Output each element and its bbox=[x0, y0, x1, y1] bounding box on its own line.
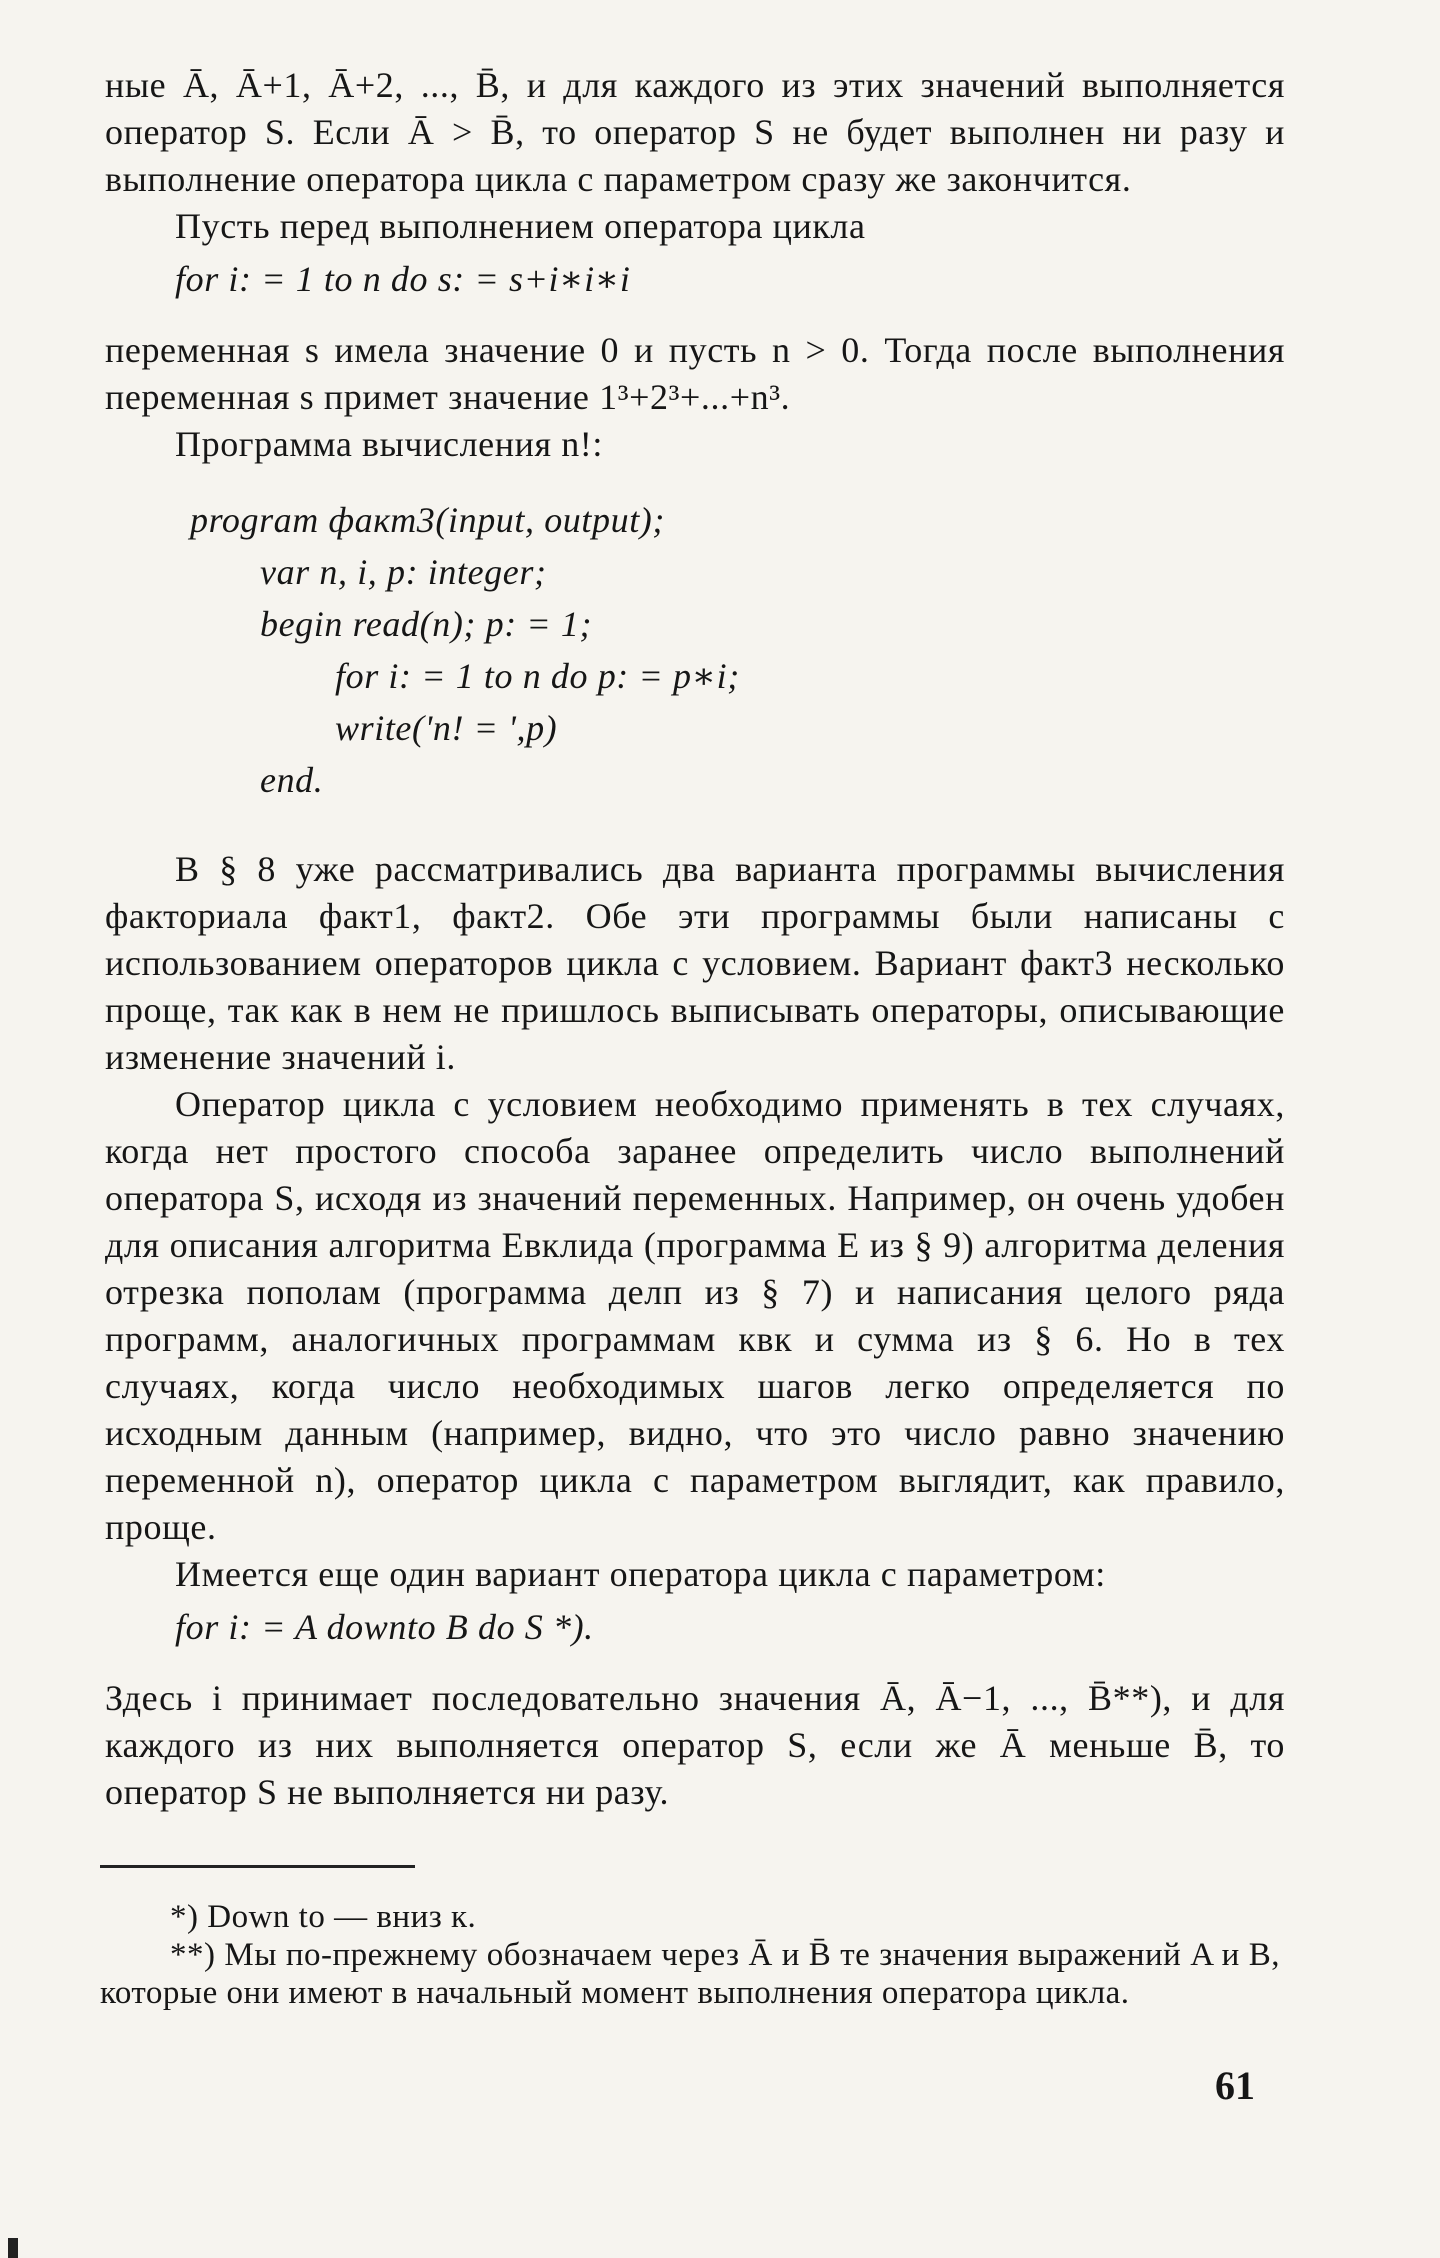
program-line-6: end. bbox=[260, 760, 324, 800]
paragraph-5: В § 8 уже рассматривались два варианта программы вычисления факториала факт1, факт2. Обе эти программы были написаны с использованием операторов цикла с условием. Вариант факт3 несколько проще, так как в нем не пришлось выписывать операторы, описывающие изменение значений i. bbox=[105, 849, 1285, 1077]
footnote-2: **) Мы по-прежнему обозначаем через Ā и B̄ те значения выражений A и B, которые они имеют в начальный момент выполнения оператора цикла. bbox=[100, 1937, 1280, 2011]
footnote-divider bbox=[100, 1865, 415, 1868]
page-body bbox=[105, 62, 1285, 1816]
program-line-1: program факт3(input, output); bbox=[190, 500, 665, 540]
page-number: 61 bbox=[1215, 2063, 1255, 2108]
paragraph-3: переменная s имела значение 0 и пусть n > 0. Тогда после выполнения переменная s примет значение 1³+2³+...+n³. bbox=[105, 330, 1285, 417]
scan-mark bbox=[8, 2238, 18, 2258]
paragraph-6: Оператор цикла с условием необходимо применять в тех случаях, когда нет простого способа заранее определить число выполнений оператора S, исходя из значений переменных. Например, он очень удобен для описания алгоритма Евклида (программа E из § 9) алгоритма деления отрезка пополам (программа делп из § 7) и написания целого ряда программ, аналогичных программам квк и сумма из § 6. Но в тех случаях, когда число необходимых шагов легко определяется по исходным данным (например, видно, что это число равно значению переменной n), оператор цикла с параметром выглядит, как правило, проще. bbox=[105, 1084, 1285, 1547]
footnote-1: *) Down to — вниз к. bbox=[170, 1899, 477, 1935]
formula-downto: for i: = A downto B do S *). bbox=[175, 1607, 594, 1647]
paragraph-8: Здесь i принимает последовательно значения Ā, Ā−1, ..., B̄**), и для каждого из них выполняется оператор S, если же Ā меньше B̄, то оператор S не выполняется ни разу. bbox=[105, 1678, 1285, 1812]
program-listing bbox=[190, 494, 1285, 806]
footnotes bbox=[100, 1865, 1280, 2012]
program-line-4: for i: = 1 to n do p: = p∗i; bbox=[335, 656, 740, 696]
paragraph-2: Пусть перед выполнением оператора цикла bbox=[175, 206, 866, 246]
program-line-5: write('n! = ',p) bbox=[335, 708, 558, 748]
formula-for-loop: for i: = 1 to n do s: = s+i∗i∗i bbox=[175, 259, 631, 299]
program-line-2: var n, i, p: integer; bbox=[260, 552, 547, 592]
program-line-3: begin read(n); p: = 1; bbox=[260, 604, 593, 644]
paragraph-1: ные Ā, Ā+1, Ā+2, ..., B̄, и для каждого из этих значений выполняется оператор S. Если Ā > B̄, то оператор S не будет выполнен ни разу и выполнение оператора цикла с параметром сразу же закончится. bbox=[105, 65, 1285, 199]
paragraph-7: Имеется еще один вариант оператора цикла с параметром: bbox=[175, 1554, 1106, 1594]
paragraph-4: Программа вычисления n!: bbox=[175, 424, 603, 464]
